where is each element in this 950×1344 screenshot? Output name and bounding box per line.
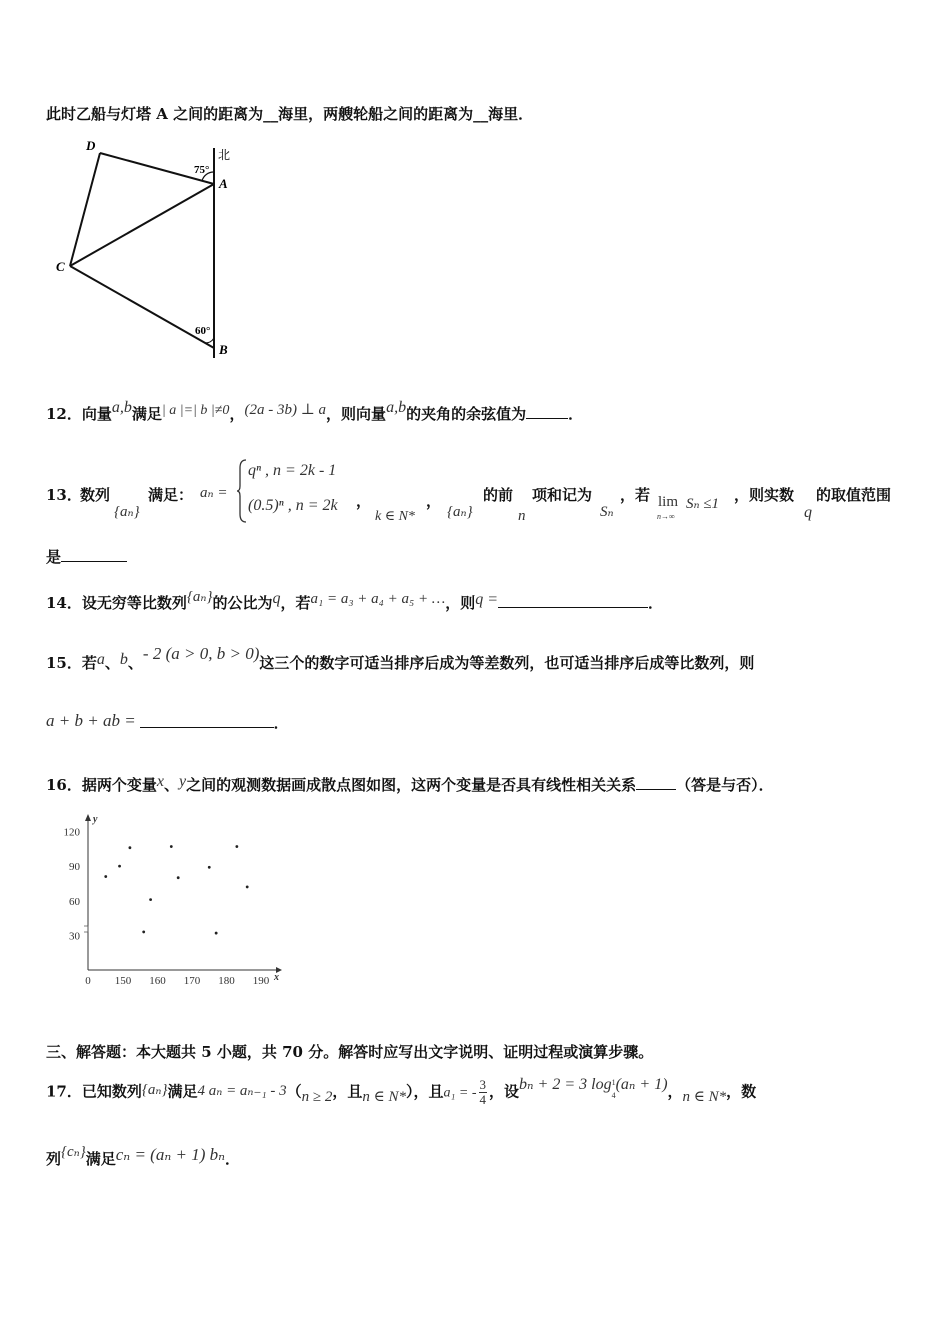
q13-case-1: qⁿ , n = 2k - 1 bbox=[248, 462, 337, 479]
q17-sequence: {aₙ} bbox=[141, 1081, 168, 1098]
q15-a: a bbox=[96, 651, 105, 668]
q13-lim-expr: Sₙ ≤1 bbox=[686, 496, 720, 512]
label-north: 北 bbox=[218, 148, 231, 162]
q17-fraction bbox=[479, 1078, 488, 1107]
q17-text-6: ， bbox=[667, 1082, 683, 1101]
q16-y: y bbox=[179, 773, 187, 790]
q17-frac-num: 3 bbox=[479, 1077, 487, 1092]
q13-text-6: ，则实数 bbox=[734, 486, 795, 504]
q15-expression: - 2 (a > 0, b > 0) bbox=[142, 644, 260, 663]
chart-point bbox=[142, 931, 145, 934]
q12-answer-blank[interactable] bbox=[526, 418, 568, 419]
chart-point bbox=[118, 865, 121, 868]
q15-dun-1: 、 bbox=[104, 654, 120, 672]
q16-x: x bbox=[156, 773, 164, 790]
q12-number: 12． bbox=[46, 405, 82, 423]
q15-line-2 bbox=[46, 712, 289, 733]
q16-scatter-chart bbox=[50, 808, 290, 988]
chart-point bbox=[208, 866, 211, 869]
chart-point bbox=[129, 846, 132, 849]
q12-condition-2: (2a - 3b) ⊥ a bbox=[244, 402, 327, 418]
q13-q: q bbox=[804, 504, 812, 521]
q12-vectors: a,b bbox=[111, 399, 132, 416]
q12-vectors-2: a,b bbox=[386, 399, 407, 416]
chart-y-label: y bbox=[93, 814, 98, 825]
q17-text-1: 已知数列 bbox=[81, 1082, 142, 1101]
q17-log-base bbox=[612, 1078, 616, 1100]
q13-text-5: ，若 bbox=[620, 486, 651, 504]
section3-heading: 三、解答题：本大题共 5 小题，共 70 分。解答时应写出文字说明、证明过程或演算步骤。 bbox=[46, 1043, 654, 1061]
q17-cn: cₙ = (aₙ + 1) bₙ bbox=[115, 1145, 225, 1164]
q17-condition-3: n ∈ N* bbox=[682, 1088, 727, 1105]
segment-cb bbox=[70, 266, 214, 348]
q13-line-2 bbox=[46, 546, 127, 567]
q17-text-3: ，且 bbox=[332, 1082, 363, 1101]
q13-text-7: 的取值范围 bbox=[816, 486, 892, 504]
chart-point bbox=[104, 875, 107, 878]
label-c: C bbox=[56, 259, 65, 274]
q16-answer-blank[interactable] bbox=[636, 789, 676, 790]
chart-y-arrow bbox=[85, 814, 91, 821]
q17-a1: a₁ = - bbox=[443, 1085, 477, 1101]
q17-sequence-2: {cₙ} bbox=[61, 1144, 86, 1160]
chart-point bbox=[235, 845, 238, 848]
q17-condition: n ≥ 2 bbox=[301, 1088, 333, 1105]
chart-y-tick-label: 120 bbox=[63, 826, 80, 839]
chart-point bbox=[215, 932, 218, 935]
chart-point bbox=[149, 898, 152, 901]
q13-lim-sub: n→∞ bbox=[657, 512, 675, 521]
q14-end: ． bbox=[648, 594, 664, 612]
q13-lim: lim bbox=[658, 494, 679, 510]
q13-comma-2: ， bbox=[426, 492, 442, 510]
q13-comma-1: ， bbox=[356, 492, 372, 510]
q13-answer-blank[interactable] bbox=[61, 561, 127, 562]
angle-arc-b bbox=[205, 338, 214, 343]
label-angle-75: 75° bbox=[194, 164, 210, 176]
q17-frac-den: 4 bbox=[479, 1092, 487, 1107]
q13-an: aₙ = bbox=[200, 485, 228, 501]
q14-q-equals: q = bbox=[475, 591, 498, 608]
q13-brace bbox=[236, 458, 248, 524]
chart-x-tick-label: 180 bbox=[218, 975, 235, 987]
q11-text: 此时乙船与灯塔 A 之间的距离为__海里，两艘轮船之间的距离为__海里． bbox=[46, 105, 534, 123]
q11-text-line bbox=[46, 103, 533, 124]
q15-line bbox=[46, 644, 755, 673]
q17-text-7: ，数 bbox=[726, 1082, 757, 1101]
q15-text-2: 这三个的数字可适当排序后成为等差数列，也可适当排序后成等比数列，则 bbox=[259, 654, 755, 672]
q17-text-9: 满足 bbox=[85, 1150, 116, 1168]
q15-answer-blank[interactable] bbox=[140, 727, 274, 728]
q17-bn: bₙ + 2 = 3 log bbox=[519, 1075, 612, 1093]
chart-y-tick-label: 60 bbox=[69, 895, 80, 908]
q15-b: b bbox=[119, 651, 128, 668]
q12-comma: ， bbox=[229, 405, 245, 423]
chart-x-tick-label: 160 bbox=[149, 975, 166, 987]
chart-x-tick-label: 0 bbox=[85, 975, 91, 987]
q16-dun: 、 bbox=[164, 776, 180, 794]
q17-log-arg: (aₙ + 1) bbox=[615, 1075, 668, 1093]
q14-text-4: ，则 bbox=[445, 594, 476, 612]
q17-condition-2: n ∈ N* bbox=[362, 1088, 407, 1105]
q12-text-4: 的夹角的余弦值为 bbox=[406, 405, 527, 423]
q13-sequence: {aₙ} bbox=[114, 504, 140, 520]
label-angle-60: 60° bbox=[195, 325, 211, 337]
q13-S: Sₙ bbox=[600, 504, 614, 520]
q15-end: ． bbox=[273, 714, 289, 732]
q12-condition-1: | a |=| b |≠0 bbox=[161, 403, 230, 418]
q13-k-domain: k ∈ N* bbox=[375, 509, 415, 524]
q17-recurrence: 4 aₙ = aₙ₋₁ - 3 bbox=[197, 1082, 287, 1099]
q13-n: n bbox=[518, 508, 526, 524]
label-d: D bbox=[86, 138, 96, 153]
q12-end: ． bbox=[568, 405, 584, 423]
chart-x-tick-label: 190 bbox=[252, 975, 270, 987]
q17-text-2: 满足 bbox=[167, 1082, 198, 1101]
q14-line bbox=[46, 589, 664, 613]
chart-x-tick-label: 170 bbox=[183, 975, 201, 987]
q13-text-3: 的前 bbox=[483, 486, 514, 504]
q17-line bbox=[46, 1075, 757, 1107]
q17-end: ． bbox=[225, 1150, 241, 1168]
segment-dc bbox=[70, 153, 100, 266]
chart-x-tick-label: 150 bbox=[114, 975, 132, 987]
chart-x-label: x bbox=[274, 972, 279, 983]
chart-axis-break bbox=[84, 926, 88, 932]
q11-geometry-figure bbox=[50, 138, 250, 366]
q12-line bbox=[46, 399, 584, 424]
q12-text-3: ，则向量 bbox=[326, 405, 387, 423]
segment-ca bbox=[70, 184, 214, 266]
q15-expression-2: a + b + ab = bbox=[46, 711, 136, 730]
q14-text-2: 的公比为 bbox=[212, 594, 273, 612]
q17-text-4: ），且 bbox=[406, 1082, 444, 1101]
q14-text-3: ，若 bbox=[280, 594, 311, 612]
q14-sequence: {aₙ} bbox=[186, 589, 213, 605]
label-b: B bbox=[219, 342, 228, 357]
q16-text-2: 之间的观测数据画成散点图如图，这两个变量是否具有线性相关关系 bbox=[186, 776, 637, 794]
q16-text-1: 据两个变量 bbox=[81, 776, 157, 794]
q13-number: 13． bbox=[46, 486, 82, 504]
q14-number: 14． bbox=[46, 594, 82, 612]
q17-log-base-num: 1 bbox=[611, 1077, 616, 1087]
q13-text-1: 数列 bbox=[80, 486, 111, 504]
q17-paren: （ bbox=[286, 1082, 302, 1101]
q14-q: q bbox=[272, 590, 281, 607]
chart-point bbox=[246, 886, 249, 889]
q13-text-2: 满足： bbox=[148, 486, 194, 504]
q13-text-4: 项和记为 bbox=[532, 486, 593, 504]
q17-line-2 bbox=[46, 1144, 241, 1169]
q16-text-3: （答是与否）． bbox=[676, 776, 774, 794]
label-a: A bbox=[219, 176, 228, 191]
q15-dun-2: 、 bbox=[127, 654, 143, 672]
q16-number: 16． bbox=[46, 776, 82, 794]
q14-answer-blank[interactable] bbox=[498, 607, 648, 608]
chart-y-tick-label: 30 bbox=[69, 930, 80, 943]
q14-expression: a₁ = a₃ + a₄ + a₅ + … bbox=[310, 591, 446, 607]
chart-y-tick-label: 90 bbox=[69, 861, 80, 874]
q12-text-2: 满足 bbox=[131, 405, 162, 423]
q17-text-5: ，设 bbox=[489, 1082, 520, 1101]
chart-point bbox=[170, 845, 173, 848]
q17-log-base-den: 4 bbox=[611, 1090, 616, 1100]
q13-case-2: (0.5)ⁿ , n = 2k bbox=[248, 497, 338, 514]
q15-text-1: 若 bbox=[81, 654, 97, 672]
q12-text-1: 向量 bbox=[81, 405, 112, 423]
q13-text-8: 是 bbox=[46, 548, 62, 566]
chart-point bbox=[177, 876, 180, 879]
q13-sequence-2: {aₙ} bbox=[447, 504, 473, 520]
q14-text-1: 设无穷等比数列 bbox=[81, 594, 187, 612]
q16-line bbox=[46, 774, 774, 795]
q15-number: 15． bbox=[46, 654, 82, 672]
q17-number: 17． bbox=[46, 1082, 82, 1101]
q17-text-8: 列 bbox=[46, 1150, 62, 1168]
